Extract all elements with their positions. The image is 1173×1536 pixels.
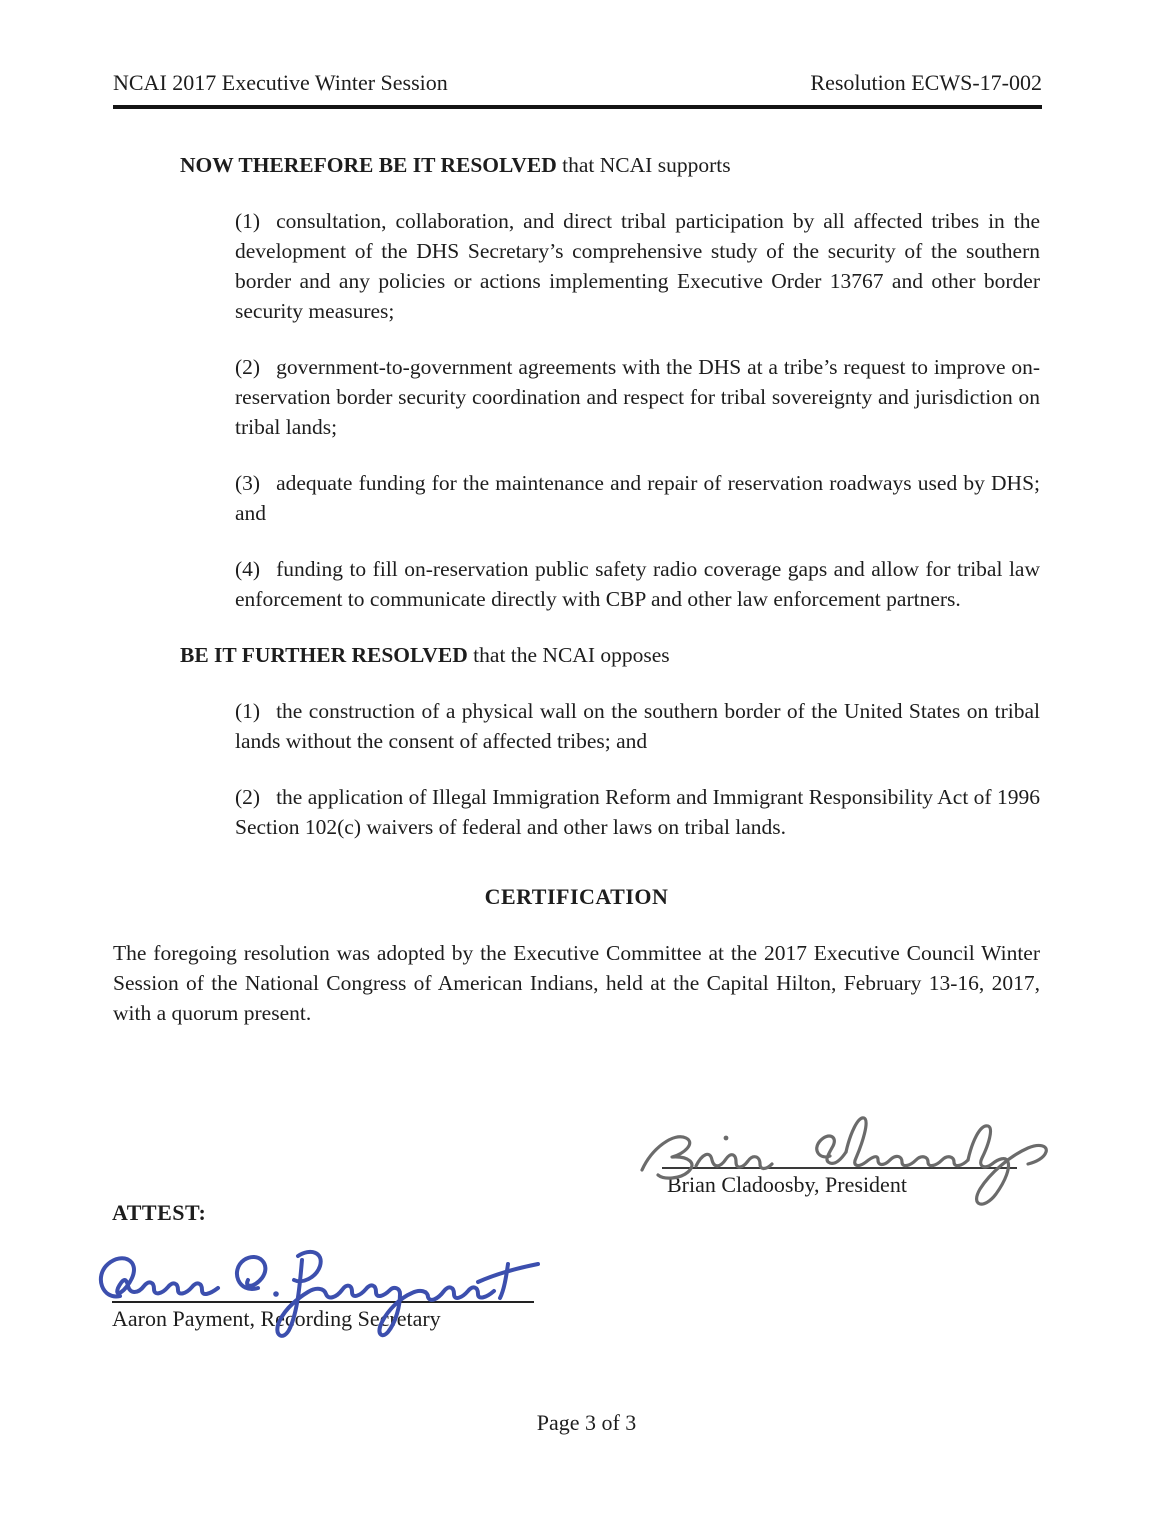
- supports-item-3-text: adequate funding for the maintenance and repair of reservation roadways used by DHS; and: [235, 471, 1040, 525]
- secretary-name-title: Aaron Payment, Recording Secretary: [112, 1306, 441, 1331]
- opposes-item-1: [235, 696, 1040, 756]
- opposes-item-2-text: the application of Illegal Immigration Reform and Immigrant Responsibility Act of 1996 Section 102(c) waivers of federal and other laws on tribal lands.: [235, 785, 1040, 839]
- certification-heading: CERTIFICATION: [484, 884, 669, 909]
- president-signature-image: [608, 1086, 1068, 1236]
- supports-item-1: [235, 206, 1040, 326]
- supports-list: [113, 206, 1040, 614]
- attest-label: ATTEST:: [112, 1200, 207, 1225]
- opposes-resolved-clause: [180, 640, 1040, 670]
- supports-item-4: [235, 554, 1040, 614]
- supports-item-1-text: consultation, collaboration, and direct tribal participation by all affected tribes in the development of the DHS Secretary’s comprehensive study of the security of the southern border and any policies or actions implementing Executive Order 13767 and other border security measures;: [235, 209, 1040, 323]
- opposes-list: [113, 696, 1040, 842]
- supports-item-4-text: funding to fill on-reservation public safety radio coverage gaps and allow for tribal law enforcement to communicate directly with CBP and other law enforcement partners.: [235, 557, 1040, 611]
- opposes-item-2: [235, 782, 1040, 842]
- opposes-item-2-number: (2): [235, 785, 261, 809]
- secretary-signature-line: [112, 1301, 534, 1332]
- supports-item-2: [235, 352, 1040, 442]
- supports-item-3-number: (3): [235, 471, 261, 495]
- supports-resolved-clause-bold: NOW THEREFORE BE IT RESOLVED: [180, 153, 557, 177]
- header-resolution-number: Resolution ECWS-17-002: [810, 70, 1042, 95]
- resolution-body: [113, 150, 1040, 1028]
- supports-item-2-text: government-to-government agreements with the DHS at a tribe’s request to improve on-reservation border security coordination and respect for tribal sovereignty and jurisdiction on tribal lands;: [235, 355, 1040, 439]
- supports-resolved-clause-rest: that NCAI supports: [556, 153, 731, 177]
- president-signature-line: [662, 1167, 1017, 1198]
- supports-item-3: [235, 468, 1040, 528]
- president-name-title: Brian Cladoosby, President: [667, 1172, 907, 1197]
- certification-body: The foregoing resolution was adopted by the Executive Committee at the 2017 Executive Council Winter Session of the National Congress of American Indians, held at the Capital Hilton, February 13-16, 2017, with a quorum present.: [113, 941, 1040, 1025]
- page-header: [113, 70, 1042, 109]
- supports-item-1-number: (1): [235, 209, 261, 233]
- opposes-item-1-text: the construction of a physical wall on the southern border of the United States on tribal lands without the consent of affected tribes; and: [235, 699, 1040, 753]
- opposes-resolved-clause-bold: BE IT FURTHER RESOLVED: [180, 643, 468, 667]
- header-session-title: NCAI 2017 Executive Winter Session: [113, 70, 448, 95]
- page-number: Page 3 of 3: [536, 1410, 637, 1435]
- opposes-item-1-number: (1): [235, 699, 261, 723]
- supports-item-2-number: (2): [235, 355, 261, 379]
- opposes-resolved-clause-rest: that the NCAI opposes: [467, 643, 670, 667]
- supports-resolved-clause: [180, 150, 1040, 180]
- supports-item-4-number: (4): [235, 557, 261, 581]
